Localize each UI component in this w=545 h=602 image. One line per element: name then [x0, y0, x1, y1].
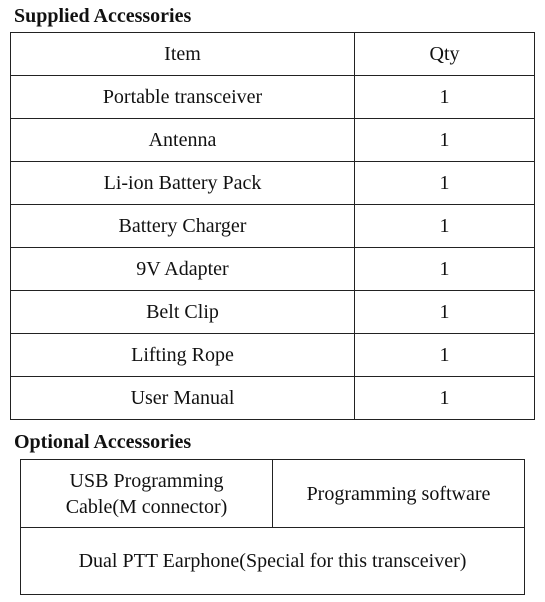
table-row: [11, 162, 535, 205]
qty-cell: 1: [355, 248, 535, 291]
column-header-qty: Qty: [355, 33, 535, 76]
qty-cell: 1: [355, 205, 535, 248]
table-row: [11, 377, 535, 420]
qty-cell: 1: [355, 119, 535, 162]
table-row: [11, 205, 535, 248]
table-row: [11, 334, 535, 377]
table-row: [11, 76, 535, 119]
item-cell: Battery Charger: [11, 205, 355, 248]
item-cell: Portable transceiver: [11, 76, 355, 119]
qty-cell: 1: [355, 291, 535, 334]
table-header-row: [11, 33, 535, 76]
usb-cable-line-1: USB Programming: [69, 469, 224, 492]
column-header-item: Item: [11, 33, 355, 76]
supplied-accessories-table: [10, 32, 535, 420]
programming-software-cell: Programming software: [273, 460, 525, 528]
qty-cell: 1: [355, 76, 535, 119]
qty-cell: 1: [355, 334, 535, 377]
earphone-cell: Dual PTT Earphone(Special for this transceiver): [21, 528, 525, 595]
item-cell: Lifting Rope: [11, 334, 355, 377]
item-cell: Antenna: [11, 119, 355, 162]
optional-accessories-heading: Optional Accessories: [14, 431, 192, 453]
supplied-accessories-heading: Supplied Accessories: [14, 5, 192, 27]
usb-cable-cell: [21, 460, 273, 528]
qty-cell: 1: [355, 162, 535, 205]
table-row: [11, 119, 535, 162]
item-cell: Belt Clip: [11, 291, 355, 334]
item-cell: Li-ion Battery Pack: [11, 162, 355, 205]
item-cell: User Manual: [11, 377, 355, 420]
table-row: [21, 460, 525, 528]
table-row: [11, 248, 535, 291]
usb-cable-line-2: Cable(M connector): [65, 495, 228, 518]
optional-accessories-table: [20, 459, 525, 595]
table-row: [21, 528, 525, 595]
item-cell: 9V Adapter: [11, 248, 355, 291]
table-row: [11, 291, 535, 334]
qty-cell: 1: [355, 377, 535, 420]
